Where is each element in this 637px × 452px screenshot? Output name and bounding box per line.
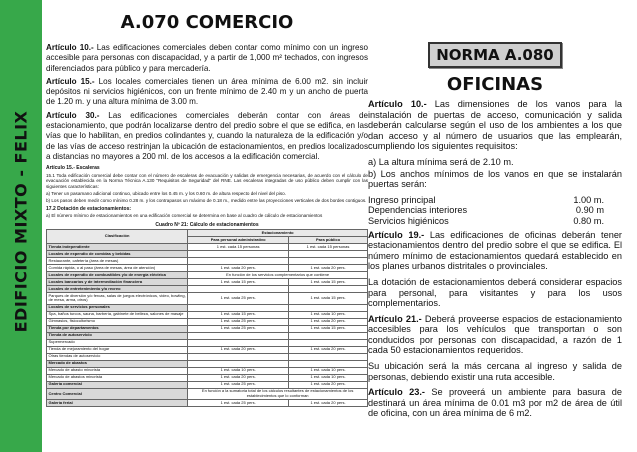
table-row [47,367,368,374]
staff-cell: 1 est. cada 15 personas [188,244,289,251]
public-cell [289,251,368,258]
classification-cell: Tienda independiente [47,244,188,251]
table-row [47,285,368,292]
article-15-heading: Artículo 15.- [46,76,95,86]
section-17-2-heading: 17.2 Dotación de estacionamientos: [46,205,132,212]
article-23-text: Se proveerá un ambiente para basura de destinará un área mínima de 0.01 m3 por m2 de área de útil de oficina, con un área mínima de 6 m2. [368,387,622,419]
classification-cell: Mercado de abasto minorista [47,367,188,374]
public-cell: 1 est. cada 20 pers. [289,381,368,388]
door-width-row [368,195,622,206]
article-23-oficinas [368,387,622,419]
article-30-text: Las edificaciones comerciales deberán contar con áreas de estacionamiento, que podrán localizarse dentro del predio sobre el que se edifica, en las vías que lo habilitan, en predios colindantes y, cuando la naturaleza de la edificación y/o de las vías de acceso restrinjan la ubicación de estacionamientos, en predios localizados a distancias no mayores a 200 ml. de los accesos a la edificación comercial. [46,110,368,161]
table-body [47,244,368,407]
public-cell: 1 est. cada 10 pers. [289,311,368,318]
item-a: a) La altura mínima será de 2.10 m. [368,156,514,167]
classification-cell: Spa, baños turcos, sauna, barbería, gabinete de belleza, salones de masaje [47,311,188,318]
article-10-oficinas-heading: Artículo 10.- [368,99,427,109]
article-30-heading: Artículo 30.- [46,110,100,120]
table-row [47,346,368,353]
table-row [47,265,368,272]
norma-badge [428,42,562,68]
public-cell: 1 est. cada 10 pers. [289,374,368,381]
classification-cell: Galería ferial [47,400,188,407]
classification-cell: Galería comercial [47,381,188,388]
article-30-comercio [46,111,368,162]
table-row [47,318,368,325]
table-row [47,271,368,278]
door-width-label: Servicios higiénicos [368,215,449,226]
door-width-row [368,205,622,216]
table-caption: Cuadro Nº 21: Cálculo de estacionamientos [155,222,259,229]
staff-cell: 1 est. cada 25 pers. [188,292,289,304]
staff-cell [188,251,289,258]
public-cell [289,258,368,265]
article-21-text: Deberá proveerse espacios de estacionamiento accesibles para los vehículos que transportan o son conducidos por personas con discapacidad, a razón de 1 cada 50 estacionamientos requeridos. [368,313,623,356]
article-19-oficinas [368,230,622,272]
staff-cell [188,353,289,360]
article-10-heading: Artículo 10.- [46,43,94,52]
table-row [47,353,368,360]
section-15-1: 15.1 Toda edificación comercial debe contar con el número de escaleras de evacuación y salidas de emergencia necesarias, de acuerdo con el cálculo de evacuación establecida en la Norma Técnica A.130 "Requisitos de Seguridad" del RNE. Las escaleras integradas de uso público deben cumplir con las siguientes características: [46,172,368,190]
public-cell: 1 est. cada 15 pers. [289,292,368,304]
classification-cell: Parques de diversión y/o fercas, salas de juegos electrónicos, video, bowling, de mesa, arma, otros) [47,292,188,304]
staff-cell: 1 est. cada 20 pers. [188,265,289,272]
article-10-oficinas-text: Las dimensiones de los vanos para la instalación de puertas de acceso, comunicación y salida deberán calcularse según el uso de los ambientes a los que dan acceso y al número de usuarios que las emplearán, cumpliendo los siguientes requisitos: [368,99,622,152]
staff-cell: 1 est. cada 25 pers. [188,318,289,325]
article-21-oficinas [368,314,622,356]
table-row [47,360,368,367]
door-width-row [368,216,622,227]
ubicacion-text: Su ubicación será la más cercana al ingreso y salida de personas, debiendo existir una ruta accesible. [368,361,622,382]
classification-cell: Tienda de autoservicio [47,332,188,339]
article-19-heading: Artículo 19.- [368,229,425,240]
classification-cell: Mercado de abastos [47,360,188,367]
staff-cell: 1 est. cada 20 pers. [188,374,289,381]
article-15-comercio [46,77,368,108]
span-cell: En función a la sumatoria total de los cálculos resultantes de estacionamientos de los establecimientos que lo conforman [188,388,368,400]
staff-cell [188,360,289,367]
classification-cell: Locales bancarios y de intermediación financiera [47,278,188,285]
parking-table [46,229,368,407]
classification-cell: Locales de expendio de combustibles y/o de energía eléctrica [47,271,188,278]
table-row [47,292,368,304]
table-row [47,339,368,346]
classification-cell: Locales de expendio de comidas y bebidas [47,251,188,258]
classification-cell: Tienda por departamentos [47,325,188,332]
classification-cell: Locales de servicios personales [47,304,188,311]
public-cell [289,332,368,339]
public-cell: 1 est. cada 15 personas [289,244,368,251]
public-cell: 1 est. cada 15 pers. [289,325,368,332]
classification-cell: Locales de entretenimiento y/o recreo [47,285,188,292]
table-row [47,258,368,265]
table-row [47,332,368,339]
item-b: b) Los anchos mínimos de los vanos en que se instalarán puertas serán: [368,168,622,190]
header-staff: Para personal administrativo [188,237,289,244]
article-10-comercio [46,43,368,74]
door-width-value: 0.80 m. [573,215,604,226]
public-cell: 1 est. cada 15 pers. [289,278,368,285]
staff-cell: 1 est. cada 10 pers. [188,367,289,374]
table-row [47,388,368,400]
sidebar-title: EDIFICIO MIXTO - FELIX [11,110,31,333]
staff-cell [188,304,289,311]
header-public: Para público [289,237,368,244]
door-width-list [368,195,622,227]
table-row [47,311,368,318]
public-cell [289,339,368,346]
article-19-text: Las edificaciones de oficinas deberán tener estacionamientos dentro del predio sobre el que se edifica. El número mínimo de estacionamientos quedará establecido en los planes urbanos distritales o provinciales. [368,229,622,272]
section-17-2-a: a) El número mínimo de estacionamientos en una edificación comercial se determina en base al cuadro de cálculo de estacionamientos [46,213,323,219]
classification-cell: Tienda de mejoramiento del hogar [47,346,188,353]
table-row [47,381,368,388]
page-title-comercio: A.070 COMERCIO [120,12,294,33]
classification-cell: Supermercado [47,339,188,346]
door-width-value: 0.90 m [575,205,604,216]
article-15-text: Los locales comerciales tienen un área mínima de 6.00 m2. sin incluir depósitos ni servicios higiénicos, con un frente mínimo de 2.40 m y un ancho de puerta de 1.20 m. y una altura mínima de 3.00 m. [46,76,368,107]
escaleras-heading: Artículo 15.- Escaleras [46,165,100,172]
public-cell [289,304,368,311]
classification-cell: Centro Comercial [47,388,188,400]
public-cell: 1 est. cada 20 pers. [289,265,368,272]
public-cell: 1 est. cada 20 pers. [289,400,368,407]
staff-cell: 1 est. cada 20 pers. [188,346,289,353]
dotacion-text: La dotación de estacionamientos deberá considerar espacios para personal, para visitantes y para los usos complementarios. [368,276,622,309]
classification-cell: Comida rápida, o al paso (área de mesas, área de atención) [47,265,188,272]
staff-cell: 1 est. cada 25 pers. [188,381,289,388]
public-cell: 1 est. cada 10 pers. [289,367,368,374]
article-23-heading: Artículo 23.- [368,387,425,398]
public-cell [289,360,368,367]
classification-cell: Gimnasios, fisiocultorismo [47,318,188,325]
door-width-label: Ingreso principal [368,194,436,205]
staff-cell: 1 est. cada 25 pers. [188,400,289,407]
public-cell: 1 est. cada 20 pers. [289,346,368,353]
table-row [47,304,368,311]
door-width-label: Dependencias interiores [368,205,468,216]
staff-cell: 1 est. cada 15 pers. [188,311,289,318]
public-cell [289,285,368,292]
staff-cell [188,258,289,265]
staff-cell: 1 est. cada 15 pers. [188,278,289,285]
section-15-1-b: b) Los pasos deben medir como mínimo 0.28 m. y los contrapasos un máximo de 0.18 m., medido entre las proyecciones verticales de dos bordes contiguos. [46,198,367,204]
door-width-value: 1.00 m. [573,194,604,205]
table-row [47,325,368,332]
article-10-oficinas [368,99,622,152]
page-title-oficinas: OFICINAS [446,74,544,95]
classification-cell: Otras tiendas de autoservicio [47,353,188,360]
left-column-comercio [46,6,368,407]
public-cell: 1 est. cada 20 pers. [289,318,368,325]
table-row [47,251,368,258]
classification-cell: Mercado de abastos minorista [47,374,188,381]
section-15-1-a: a) Tener un pasamano adicional continuo, ubicado entre los 0.45 m. y los 0.60 m. de altura respecto del nivel del piso. [46,191,286,197]
staff-cell [188,332,289,339]
article-10-text: Las edificaciones comerciales deben contar como mínimo con un ingreso accesible para personas con discapacidad, y a partir de 1,000 m² techados, con ingresos diferenciados para público y para mercadería. [46,43,368,73]
table-row [47,400,368,407]
span-cell: En función de los servicios complementarios que contiene [188,271,368,278]
header-parking: Estacionamiento [188,230,368,237]
right-column-oficinas [368,6,622,424]
staff-cell [188,285,289,292]
classification-cell: Restaurante, cafetería (área de mesas) [47,258,188,265]
table-row [47,244,368,251]
header-classification: Clasificación [47,230,188,244]
sidebar-band [0,0,42,452]
table-row [47,374,368,381]
table-row [47,278,368,285]
staff-cell: 1 est. cada 25 pers. [188,325,289,332]
public-cell [289,353,368,360]
article-21-heading: Artículo 21.- [368,313,422,324]
staff-cell [188,339,289,346]
norma-label: NORMA A.080 [436,46,554,64]
